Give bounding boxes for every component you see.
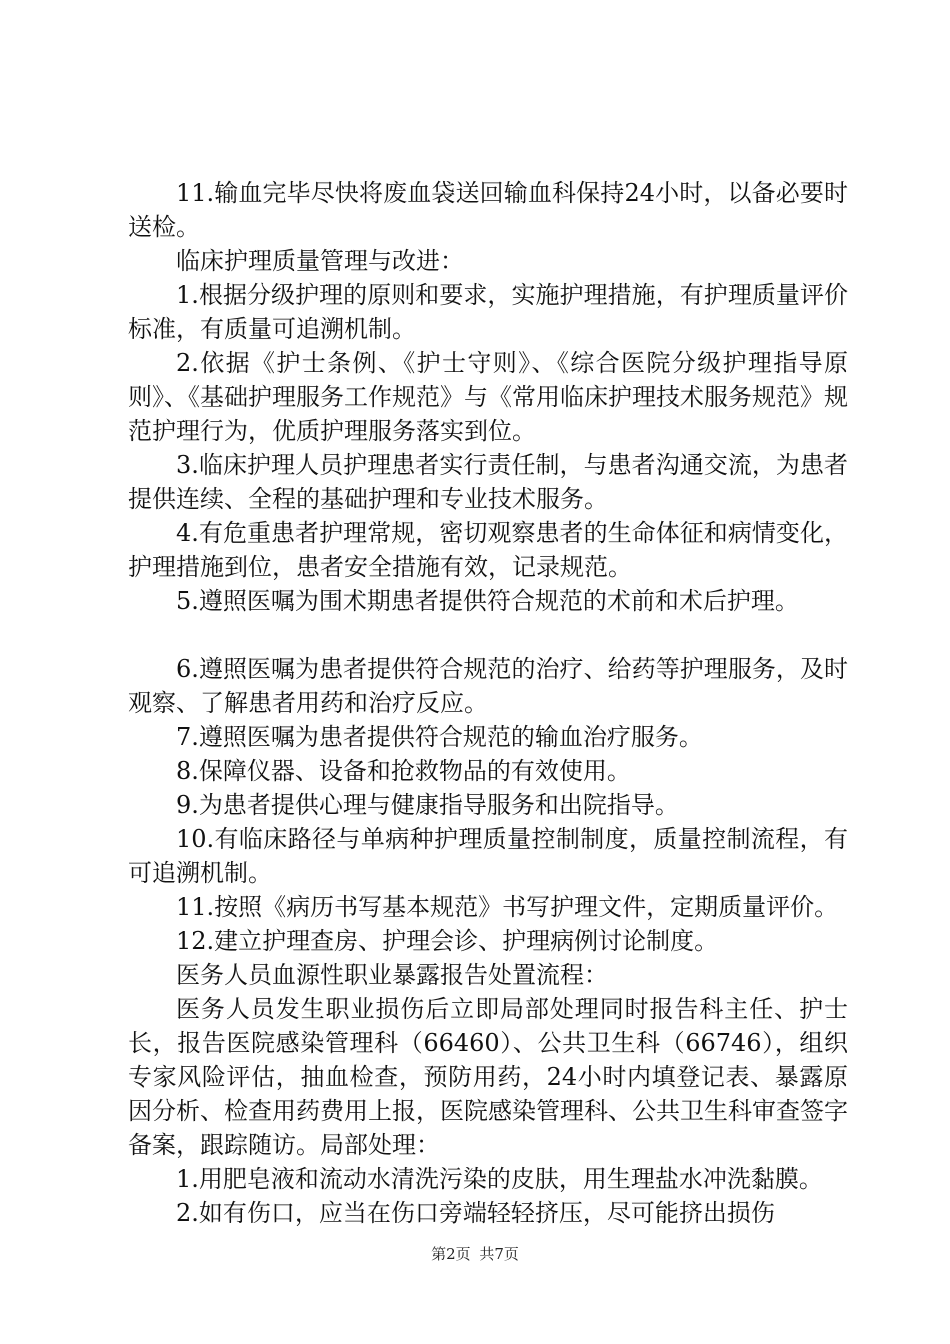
paragraph-local-2: 2.如有伤口，应当在伤口旁端轻轻挤压，尽可能挤出损伤 — [176, 1199, 775, 1227]
paragraph-item-5: 5.遵照医嘱为围术期患者提供符合规范的术前和术后护理。 — [176, 587, 799, 615]
paragraph-item-11: 11.按照《病历书写基本规范》书写护理文件，定期质量评价。 — [176, 893, 839, 921]
page-number: 第2页 — [431, 1245, 471, 1263]
paragraph-item-6: 6.遵照医嘱为患者提供符合规范的治疗、给药等护理服务，及时观察、了解患者用药和治疗反应。 — [128, 655, 848, 717]
page-footer — [0, 1244, 950, 1264]
page-total: 共7页 — [479, 1245, 519, 1263]
paragraph-item-3: 3.临床护理人员护理患者实行责任制，与患者沟通交流，为患者提供连续、全程的基础护理和专业技术服务。 — [128, 451, 848, 513]
paragraph-item-4: 4.有危重患者护理常规，密切观察患者的生命体征和病情变化，护理措施到位，患者安全措施有效，记录规范。 — [128, 519, 848, 581]
paragraph-local-1: 1.用肥皂液和流动水清洗污染的皮肤，用生理盐水冲洗黏膜。 — [176, 1165, 823, 1193]
paragraph-item-8: 8.保障仪器、设备和抢救物品的有效使用。 — [176, 757, 631, 785]
paragraph-exposure-report: 医务人员发生职业损伤后立即局部处理同时报告科主任、护士长，报告医院感染管理科（66460）、公共卫生科（66746），组织专家风险评估，抽血检查，预防用药，24小时内填登记表、暴露原因分析、检查用药费用上报，医院感染管理科、公共卫生科审查签字备案，跟踪随访。局部处理： — [128, 995, 848, 1159]
paragraph-item-2: 2.依据《护士条例、《护士守则》、《综合医院分级护理指导原则》、《基础护理服务工作规范》与《常用临床护理技术服务规范》规范护理行为，优质护理服务落实到位。 — [128, 349, 848, 445]
paragraph-transfusion-11: 11.输血完毕尽快将废血袋送回输血科保持24小时，以备必要时送检。 — [128, 179, 848, 241]
paragraph-item-10: 10.有临床路径与单病种护理质量控制制度，质量控制流程，有可追溯机制。 — [128, 825, 848, 887]
document-body — [128, 176, 848, 1230]
paragraph-item-7: 7.遵照医嘱为患者提供符合规范的输血治疗服务。 — [176, 723, 703, 751]
paragraph-item-9: 9.为患者提供心理与健康指导服务和出院指导。 — [176, 791, 679, 819]
paragraph-item-1: 1.根据分级护理的原则和要求，实施护理措施，有护理质量评价标准，有质量可追溯机制。 — [128, 281, 848, 343]
heading-exposure-procedure: 医务人员血源性职业暴露报告处置流程： — [176, 961, 608, 989]
heading-nursing-quality: 临床护理质量管理与改进： — [176, 247, 464, 275]
paragraph-item-12: 12.建立护理查房、护理会诊、护理病例讨论制度。 — [176, 927, 719, 955]
